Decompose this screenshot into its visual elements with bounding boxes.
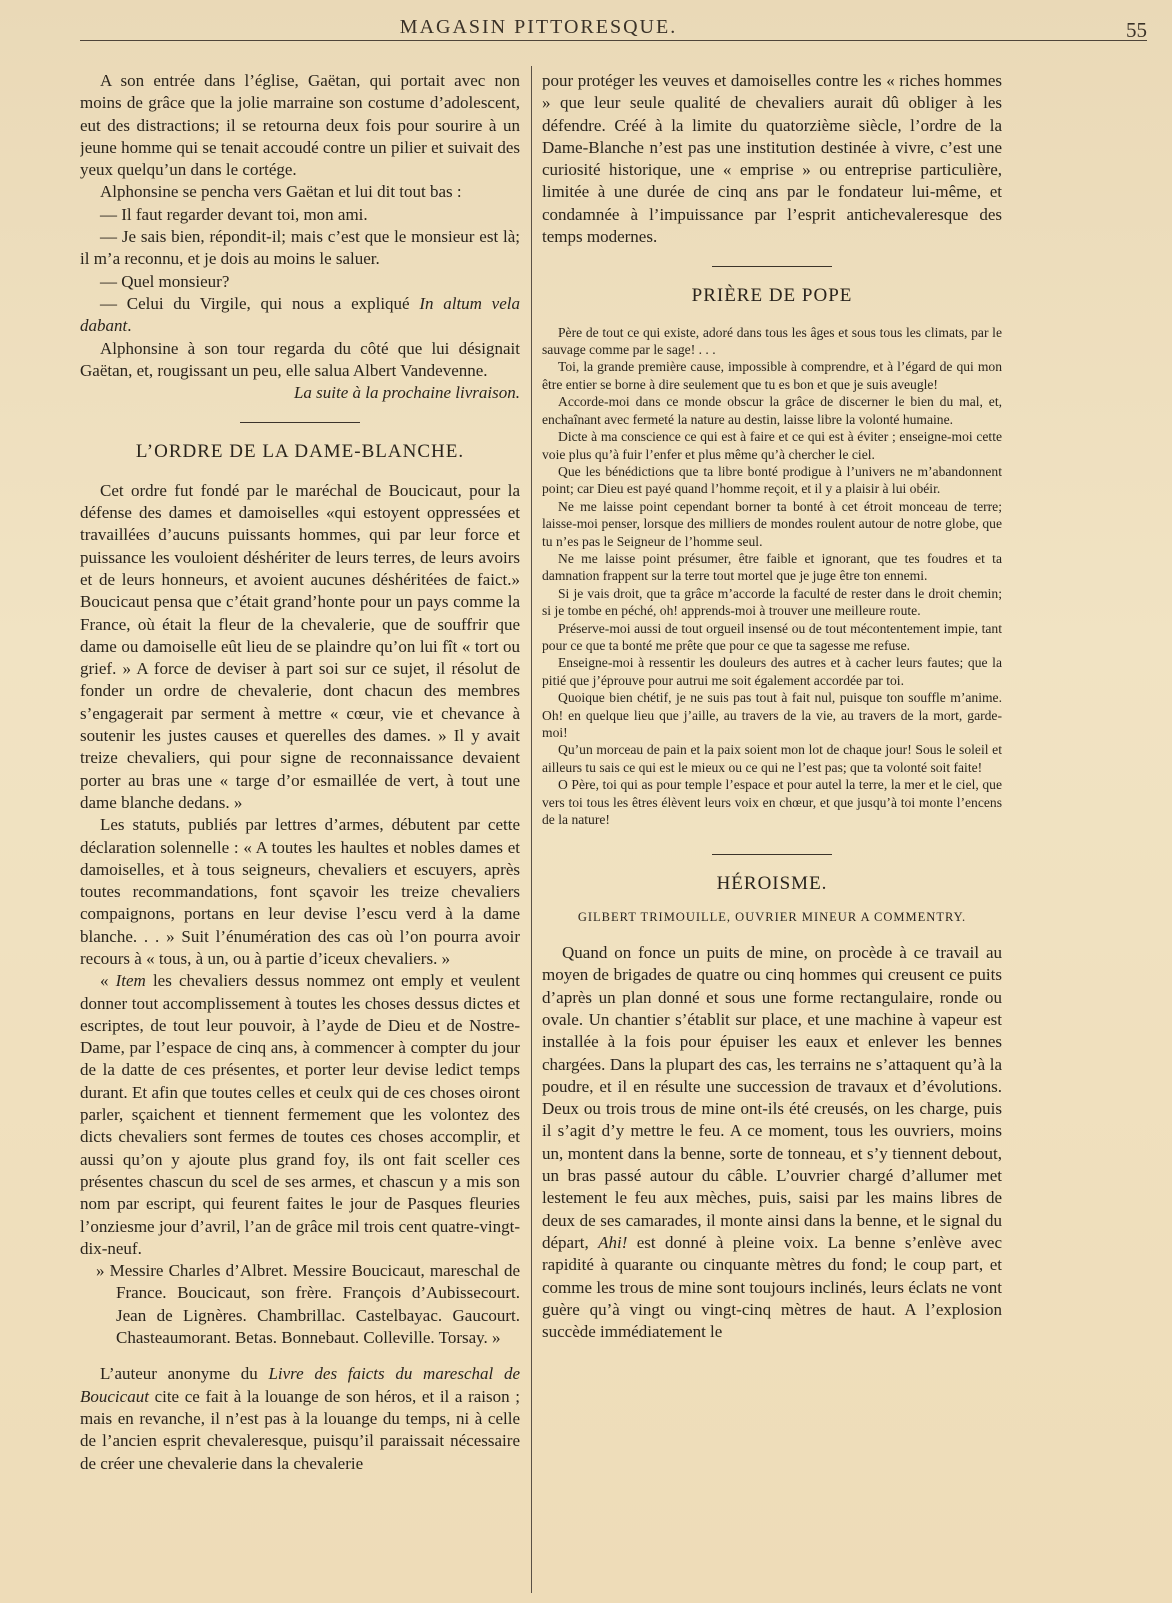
left-column	[80, 70, 520, 1585]
book-title: Livre des faicts du mareschal de Boucicaut	[80, 1364, 520, 1406]
story-paragraph: — Je sais bien, répondit-il; mais c’est que le monsieur est là; il m’a reconnu, et je dois au moins le saluer.	[80, 227, 520, 269]
prayer-text	[542, 324, 1002, 829]
section-rule	[712, 854, 832, 855]
section-title-heroisme: HÉROISME.	[716, 873, 828, 895]
prayer-verse: Accorde-moi dans ce monde obscur la grâce de discerner le bien du mal, et, enchaînant avec fermeté la nature au destin, laisse libre la volonté humaine.	[542, 394, 1002, 427]
ordre-text: cite ce fait à la louange de son héros, et il a raison ; mais en revanche, il n’est pas à la louange du temps, ni à celle de l’ancien esprit chevaleresque, puisqu’il paraissait nécessaire de créer une chevalerie dans la chevalerie	[80, 1386, 520, 1473]
story-paragraph	[80, 293, 520, 338]
section-rule	[240, 422, 360, 423]
column-divider	[531, 66, 532, 1593]
prayer-verse: Si je vais droit, que ta grâce m’accorde la faculté de rester dans le droit chemin; si je tombe en péché, oh! apprends-moi à trouver une meilleure route.	[542, 585, 1002, 619]
prayer-verse: Ne me laisse point présumer, être faible et ignorant, que tes foudres et ta damnation frappent sur la terre tout mortel que je juge être ton ennemi.	[542, 550, 1002, 584]
page-header	[80, 16, 1147, 42]
prayer-verse: O Père, toi qui as pour temple l’espace et pour autel la terre, la mer et le ciel, que vers toi tous les êtres élèvent leurs voix en chœur, et que jusqu’à toi monte l’encens de la nature!	[542, 777, 1002, 828]
story-paragraph: — Il faut regarder devant toi, mon ami.	[100, 204, 368, 224]
story-paragraph: Alphonsine à son tour regarda du côté que lui désignait Gaëtan, et, rougissant un peu, elle salua Albert Vandevenne.	[80, 338, 520, 380]
story-text: — Celui du Virgile, qui nous a expliqué	[100, 293, 410, 313]
story-paragraph: — Quel monsieur?	[100, 271, 230, 291]
heroisme-paragraph	[542, 942, 1002, 1343]
signal-word: Ahi!	[598, 1232, 628, 1252]
latin-quote: In altum vela dabant	[80, 293, 520, 336]
prayer-verse: Qu’un morceau de pain et la paix soient mon lot de chaque jour! Sous le soleil et ailleurs tu sais ce qui est le mieux ou ce qui ne l’est pas; que ta volonté soit faite!	[542, 742, 1002, 775]
ordre-text: les chevaliers dessus nommez ont emply et veulent donner tout accomplissement à toutes les choses dessus dictes et escriptes, de tout leur pouvoir, à l’ayde de Dieu et de Nostre-Dame, par l’espace de cinq ans, à commencer à compter du jour de la datte de ces présentes, et porter leur devise ledict temps durant. Et afin que toutes celles et ceulx qui de ces choses oiront parler, sçaichent et tiennent fermement que les volontez des dicts chevaliers sont fermes de toutes ces choses accomplir, et aussi qu’on y ajoute plus grand foy, ils ont fait sceller ces présentes chascun du scel de ses armes, et chascun y a mis son nom par escript, qui feurent faites le jour de Pasques fleuries l’onziesme jour d’avril, l’an de grâce mil trois cent quatre-vingt-dix-neuf.	[80, 971, 520, 1258]
section-title-ordre: L’ORDRE DE LA DAME-BLANCHE.	[135, 441, 465, 463]
running-title: MAGASIN PITTORESQUE.	[399, 16, 678, 38]
heroisme-text: Quand on fonce un puits de mine, on procède à ce travail au moyen de brigades de quatre ou cinq hommes qui creusent ce puits d’après un plan donné et sous une forme rectangulaire, ronde ou ovale. Un chantier s’établit sur place, et une machine à vapeur est installée à la fois pour épuiser les eaux et enlever les bennes chargées. Dans la plupart des cas, les terrains ne s’attaquent qu’à la poudre, et il en résulte une succession de travaux et d’évolutions. Deux ou trois trous de mine ont-ils été creusés, on les charge, puis il s’agit d’y mettre le feu. A ce moment, tous les ouvriers, moins un, montent dans la benne, sorte de tonneau, et s’y tiennent debout, un bras passé autour du câble. L’ouvrier chargé d’allumer met lestement le feu aux mèches, puis, saisi par les mains libres de deux de ses camarades, il monte ainsi dans la benne, et le signal du départ,	[542, 943, 1002, 1252]
prayer-verse: Quoique bien chétif, je ne suis pas tout à fait nul, puisque ton souffle m’anime. Oh! en quelque lieu que j’aille, au travers de la vie, au travers de la mort, garde-moi!	[542, 690, 1002, 741]
prayer-verse: Père de tout ce qui existe, adoré dans tous les âges et sous tous les climats, par le sauvage comme par le sage! . . .	[542, 324, 1002, 358]
ordre-paragraph: Cet ordre fut fondé par le maréchal de Boucicaut, pour la défense des dames et damoiselles «qui estoyent oppressées et travaillées d’aucuns puissants hommes, qui par leur force et puissance les vouloient déshériter de leurs terres, de leurs avoirs et de leurs honneurs, et avoient aucunes déshéritées de faict.» Boucicaut pensa que c’était grand’honte pour un pays comme la France, où était la fleur de la chevalerie, que de souffrir que dame ou damoiselle eût lieu de se plaindre qu’on lui fît « tort ou grief. » A force de deviser à part soi sur ce sujet, il résolut de fonder un ordre de chevalerie, dont chacun des membres s’engagerait par serment à mettre « cœur, vie et chevance à soutenir les justes causes et querelles des dames. » Il y avait treize chevaliers, qui pour signe de reconnaissance devaient porter au bras une « targe d’or esmaillée de vert, à tout une dame blanche dedans. »	[80, 480, 520, 812]
section-title-priere: PRIÈRE DE POPE	[691, 285, 853, 307]
page-number: 55	[1126, 18, 1147, 42]
continued-notice: La suite à la prochaine livraison.	[293, 383, 520, 403]
right-column	[542, 70, 1002, 1585]
prayer-verse: Ne me laisse point cependant borner ta bonté à cet étroit monceau de terre; laisse-moi penser, lorsque des milliers de mondes roulent autour de notre globe, que tu n’es pas le Seigneur de l’homme seul.	[542, 498, 1002, 549]
prayer-verse: Préserve-moi aussi de tout orgueil insensé ou de tout mécontentement impie, tant pour ce que ta bonté me prête que pour ce que ta sagesse me refuse.	[542, 620, 1002, 653]
ordre-paragraph: « Item les chevaliers dessus nommez ont emply et veulent donner tout accomplissement à toutes les choses dessus dictes et escriptes, de tout leur pouvoir, à l’ayde de Dieu et de Nostre-Dame, par l’espace de cinq ans, à commencer à compter du jour de la datte de ces présentes, et porter leur devise ledict temps durant. Et afin que toutes celles et ceulx qui de ces choses oiront parler, sçaichent et tiennent fermement que les volontez des dicts chevaliers sont fermes de toutes ces choses accomplir, et aussi qu’on y ajoute plus grand foy, ils ont fait sceller ces présentes chascun du scel de ses armes, et chascun y a mis son nom par escript, qui feurent faites le jour de Pasques fleuries l’onziesme jour d’avril, l’an de grâce mil trois cent quatre-vingt-dix-neuf.	[80, 971, 520, 1258]
knights-list: » Messire Charles d’Albret. Messire Boucicaut, mareschal de France. Boucicaut, son frère. François d’Aubissecourt. Jean de Lignères. Chambrillac. Castelbayac. Gaucourt. Chasteaumorant. Betas. Bonnebaut. Colleville. Torsay. »	[96, 1261, 520, 1348]
heroisme-text: est donné à pleine voix. La benne s’enlève avec rapidité à quarante ou cinquante mètres du fond; le coup part, et comme les trous de mine sont toujours inclinés, leurs éclats ne vont guère qu’à vingt ou vingt-cinq mètres de haut. A l’explosion succède immédiatement le	[542, 1232, 1002, 1342]
ordre-text: L’auteur anonyme du	[100, 1364, 258, 1384]
story-paragraph: A son entrée dans l’église, Gaëtan, qui portait avec non moins de grâce que la jolie marraine son costume d’adolescent, eut des distractions; il se retourna deux fois pour sourire à un jeune homme qui se tenait accoudé contre un pilier et suivait des yeux quelqu’un dans le cortége.	[80, 71, 520, 180]
prayer-verse: Enseigne-moi à ressentir les douleurs des autres et à cacher leurs fautes; que la pitié que j’éprouve pour autrui me soit également accordée par toi.	[542, 655, 1002, 688]
story-paragraph: Alphonsine se pencha vers Gaëtan et lui dit tout bas :	[100, 182, 462, 202]
prayer-verse: Que les bénédictions que ta libre bonté prodigue à l’univers ne m’abandonnent point; car Dieu est payé quand l’homme reçoit, et il y a plaisir à lui obéir.	[542, 463, 1002, 497]
prayer-verse: Toi, la grande première cause, impossible à comprendre, et à l’égard de qui mon être entier se borne à dire seulement que tu es bon et que je suis aveugle!	[542, 359, 1002, 392]
header-rule	[80, 40, 1147, 41]
item-word: Item	[115, 971, 146, 991]
ordre-continuation: pour protéger les veuves et damoiselles contre les « riches hommes » que leur seule qualité de chevaliers aurait dû obliger à les défendre. Créé à la limite du quatorzième siècle, l’ordre de la Dame-Blanche n’est pas une institution destinée à vivre, c’est une curiosité historique, une « emprise » ou entreprise particulière, limitée à une durée de cinq ans par le fondateur lui-même, et condamnée à l’impuissance par l’esprit antichevaleresque des temps modernes.	[542, 71, 1002, 247]
ordre-paragraph	[80, 1363, 520, 1474]
section-subtitle: GILBERT TRIMOUILLE, OUVRIER MINEUR A COMMENTRY.	[577, 909, 967, 924]
story-text: .	[127, 316, 132, 336]
section-rule	[712, 266, 832, 267]
prayer-verse: Dicte à ma conscience ce qui est à faire et ce qui est à éviter ; enseigne-moi cette voie plus qu’à fuir l’enfer et plus même qu’à chercher le ciel.	[542, 429, 1002, 462]
ordre-paragraph: Les statuts, publiés par lettres d’armes, débutent par cette déclaration solennelle : « A toutes les haultes et nobles dames et damoiselles, et à tous seigneurs, chevaliers et escuyers, après toutes recommandations, font sçavoir les treize chevaliers compaignons, portans en leur devise l’escu verd à la dame blanche. . . » Suit l’énumération des cas où l’on pourra avoir recours à « tous, à un, ou à partie d’iceux chevaliers. »	[80, 815, 520, 968]
